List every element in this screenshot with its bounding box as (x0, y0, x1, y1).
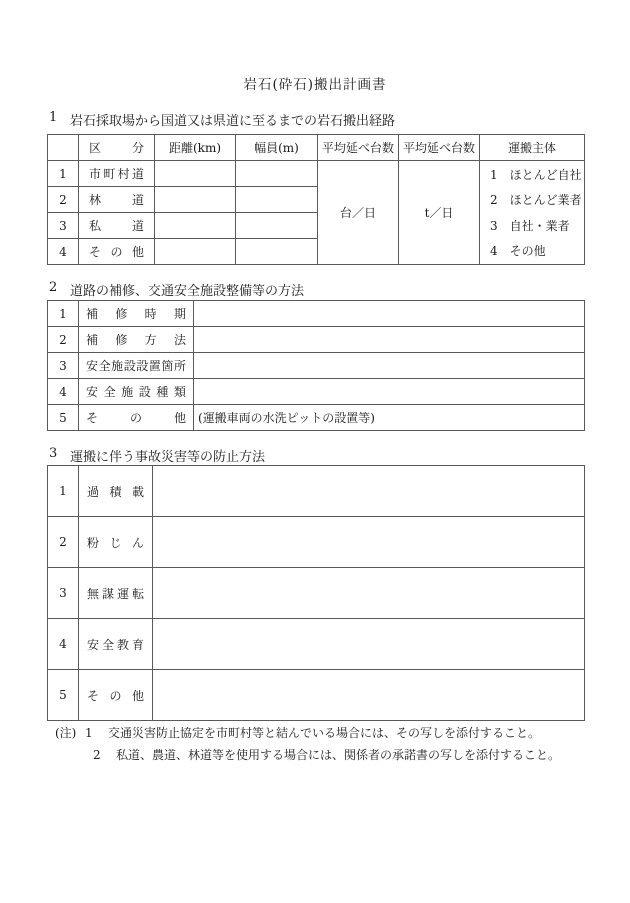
table3-row (48, 517, 585, 568)
transport-route-table (47, 134, 585, 265)
row-label-cell: 補修方法 (79, 327, 194, 353)
section2-number: 2 (49, 280, 58, 295)
note-number: 2 (93, 748, 101, 762)
row-number-cell: 2 (48, 327, 79, 353)
value-input-cell (153, 670, 585, 721)
row-label-cell: 市町村道 (79, 161, 155, 187)
row-number-cell: 5 (48, 405, 79, 431)
table3-row (48, 568, 585, 619)
value-input-cell (194, 353, 585, 379)
section1-heading-text: 岩石採取場から国道又は県道に至るまでの岩石搬出経路 (70, 114, 396, 129)
daily-tons-unit-cell: t／日 (399, 161, 480, 265)
carrier-options-cell (480, 161, 585, 265)
footnotes (55, 722, 560, 766)
row-label-cell: 粉じん (79, 517, 153, 568)
row-number-cell: 4 (48, 379, 79, 405)
value-input-cell (194, 301, 585, 327)
section2-heading (49, 280, 304, 299)
accident-prevention-table (47, 465, 585, 721)
value-input-cell (194, 379, 585, 405)
width-input-cell (236, 213, 318, 239)
row-number-cell: 2 (48, 187, 79, 213)
table2-row (48, 301, 585, 327)
value-input-cell (153, 619, 585, 670)
row-label-cell: 安全教育 (79, 619, 153, 670)
row-number-cell: 3 (48, 213, 79, 239)
table1-header-row (48, 135, 585, 161)
width-input-cell (236, 239, 318, 265)
row-number-cell: 4 (48, 239, 79, 265)
road-repair-table (47, 300, 585, 431)
other-note-cell: (運搬車両の水洗ピットの設置等) (194, 405, 585, 431)
row-number-cell: 3 (48, 568, 79, 619)
row-label-cell: 無謀運転 (79, 568, 153, 619)
carrier-option: 2 ほとんど業者 (490, 193, 582, 208)
row-number-cell: 2 (48, 517, 79, 568)
section1-heading (49, 110, 395, 129)
distance-input-cell (155, 187, 236, 213)
value-input-cell (194, 327, 585, 353)
carrier-option: 1 ほとんど自社 (490, 167, 582, 182)
footnote-line (55, 744, 560, 766)
carrier-options-list (480, 162, 584, 264)
table1-header-width: 幅員(m) (236, 135, 318, 161)
footnote-line (55, 722, 560, 744)
section2-heading-text: 道路の補修、交通安全施設整備等の方法 (70, 284, 305, 299)
distance-input-cell (155, 161, 236, 187)
note-mark: (注) (55, 726, 77, 740)
row-number-cell: 1 (48, 161, 79, 187)
daily-trips-unit-cell: 台／日 (318, 161, 399, 265)
table1-header-category: 区分 (79, 135, 155, 161)
carrier-option: 4 その他 (490, 244, 546, 259)
row-number-cell: 3 (48, 353, 79, 379)
carrier-option: 3 自社・業者 (490, 218, 570, 233)
row-label-cell: 過積載 (79, 466, 153, 517)
row-label-cell: 補修時期 (79, 301, 194, 327)
width-input-cell (236, 187, 318, 213)
row-label-cell: その他 (79, 405, 194, 431)
table1-header-carrier: 運搬主体 (480, 135, 585, 161)
table3-row (48, 670, 585, 721)
row-label-cell: 安全施設種類 (79, 379, 194, 405)
table2-row (48, 405, 585, 431)
section3-heading-text: 運搬に伴う事故災害等の防止方法 (70, 450, 266, 465)
table1-header-avg-tons: 平均延べ台数 (399, 135, 480, 161)
row-number-cell: 1 (48, 301, 79, 327)
table2-row (48, 379, 585, 405)
row-label-cell: その他 (79, 670, 153, 721)
section3-number: 3 (49, 446, 58, 461)
table1-header-avg-trips: 平均延べ台数 (318, 135, 399, 161)
table1-row (48, 161, 585, 187)
distance-input-cell (155, 213, 236, 239)
note-text: 交通災害防止協定を市町村等と結んでいる場合には、その写しを添付すること。 (108, 726, 541, 740)
table2-row (48, 353, 585, 379)
value-input-cell (153, 517, 585, 568)
row-label-cell: 安全施設設置箇所 (79, 353, 194, 379)
note-number: 1 (85, 726, 93, 740)
row-number-cell: 1 (48, 466, 79, 517)
section3-heading (49, 446, 265, 465)
note-mark-empty (55, 744, 85, 766)
note-text: 私道、農道、林道等を使用する場合には、関係者の承諾書の写しを添付すること。 (116, 748, 561, 762)
row-number-cell: 5 (48, 670, 79, 721)
table3-row (48, 466, 585, 517)
row-label-cell: 私道 (79, 213, 155, 239)
table2-row (48, 327, 585, 353)
distance-input-cell (155, 239, 236, 265)
table1-header-distance: 距離(km) (155, 135, 236, 161)
value-input-cell (153, 466, 585, 517)
row-label-cell: 林道 (79, 187, 155, 213)
table1-header-empty (48, 135, 79, 161)
table3-row (48, 619, 585, 670)
section1-number: 1 (49, 110, 58, 125)
page-title: 岩石(砕石)搬出計画書 (243, 77, 387, 93)
row-number-cell: 4 (48, 619, 79, 670)
width-input-cell (236, 161, 318, 187)
value-input-cell (153, 568, 585, 619)
row-label-cell: その他 (79, 239, 155, 265)
